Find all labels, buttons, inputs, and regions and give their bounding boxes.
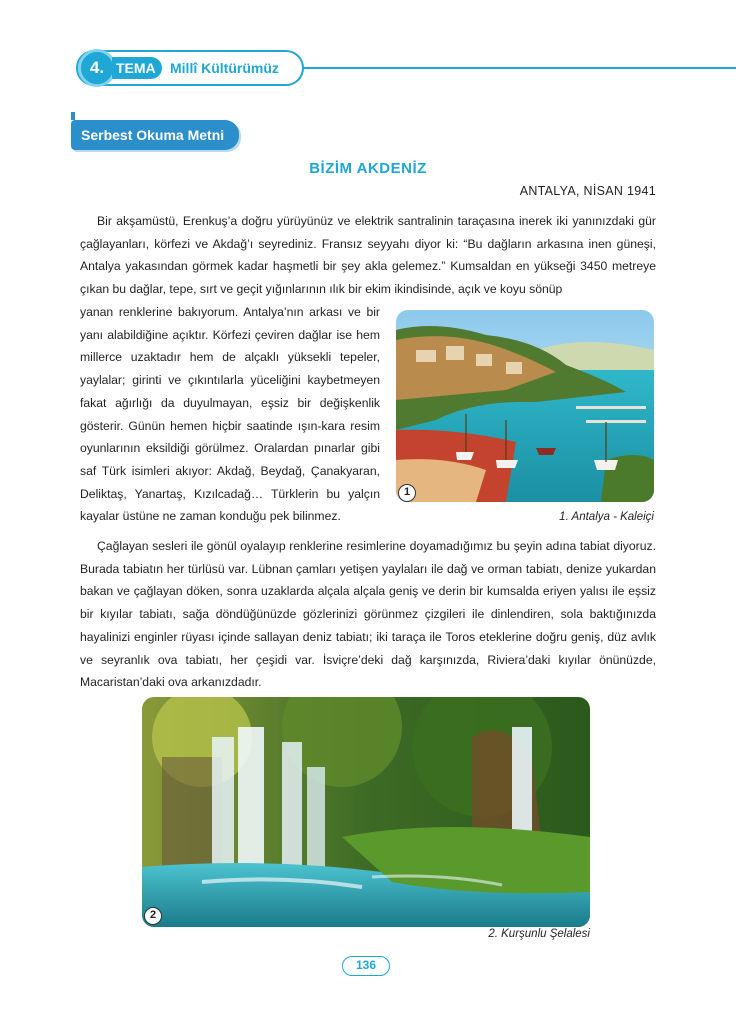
paragraph-2: yanan renklerine bakıyorum. Antalya’nın arkası ve bir yanı alabildiğine açıktır. Körfezi çeviren dağlar ise hem millerce uzaktadır hem de alçaklı yüksekli tepeler, yaylalar; girinti ve çıkıntılarla yüceliğini kaybetmeyen fakat ağırlığı da duyulmayan, eşsiz bir değişkenlik gösterir. Günün hemen hiçbir saatinde ışın-kara resim oyunlarının eksildiği görülmez. Oralardan pınarlar gibi saf Türk isimleri akıyor: Akdağ, Beydağ, Çanakyaran, Deliktaş, Yanartaş, Kızılcadağ… Türklerin bu yalçın kayalar üstüne ne zaman konduğu pek bilinmez. — [80, 305, 380, 524]
figure-number-badge: 2 — [144, 907, 162, 925]
header-rule — [290, 67, 736, 69]
antalya-kaleici-photo — [396, 310, 654, 502]
section-label: Serbest Okuma Metni — [71, 120, 239, 150]
unit-number-badge: 4. — [78, 49, 116, 87]
figure-caption: 2. Kurşunlu Şelalesi — [488, 928, 590, 940]
unit-label: TEMA — [112, 57, 162, 79]
unit-title: Millî Kültürümüz — [170, 60, 279, 76]
page-title: BİZİM AKDENİZ — [309, 160, 427, 177]
paragraph-1: Bir akşamüstü, Erenkuş’a doğru yürüyünüz ve elektrik santralinin taraçasına inerek iki yanınızdaki gür çağlayanları, körfezi ve Akdağ’ı seyrediniz. Fransız seyyahı diyor ki: “Bu dağların arkasına inen güneşi, Antalya yakasından görmek kadar haşmetli bir şey akla gelemez.” Kumsaldan en yükseği 3450 metreye çıkan bu dağlar, tepe, sırt ve geçit yığınlarının ılık bir ekim ikindisinde, açık ve koyu sönüp — [80, 214, 656, 297]
figure-caption: 1. Antalya - Kaleiçi — [559, 511, 654, 523]
page-number: 136 — [342, 956, 390, 976]
paragraph-3: Çağlayan sesleri ile gönül oyalayıp renklerine resimlerine doyamadığımız bu şeyin adına tabiat diyoruz. Burada tabiatın her türlüsü var. Lübnan çamları yetişen yaylaları ile dağ ve orman tabiatı, denize yukardan bakan ve çağlayan döken, sonra uzaklarda alçala alçala geniş ve derin bir kumsalda eriyen yalısı ile eşsiz bir kıyılar tabiatı, sağa döndüğünüzde gözlerinizi görünmez çizgileri ile dinlendiren, sola baktığınızda hayalinizi enginler rüyası içinde sallayan deniz tabiatı; iki taraça ile Toros eteklerine doğru geniş, düz avlık ve seyranlık ova tabiatı, her çeşidi var. İsviçre’deki dağ karşınızda, Riviera’daki kıyılar önünüzde, Macaristan’daki ova arkanızdadır. — [80, 539, 656, 690]
figure-number-badge: 1 — [398, 484, 416, 502]
dateline: ANTALYA, NİSAN 1941 — [519, 184, 656, 198]
kursunlu-waterfall-photo — [142, 697, 590, 927]
